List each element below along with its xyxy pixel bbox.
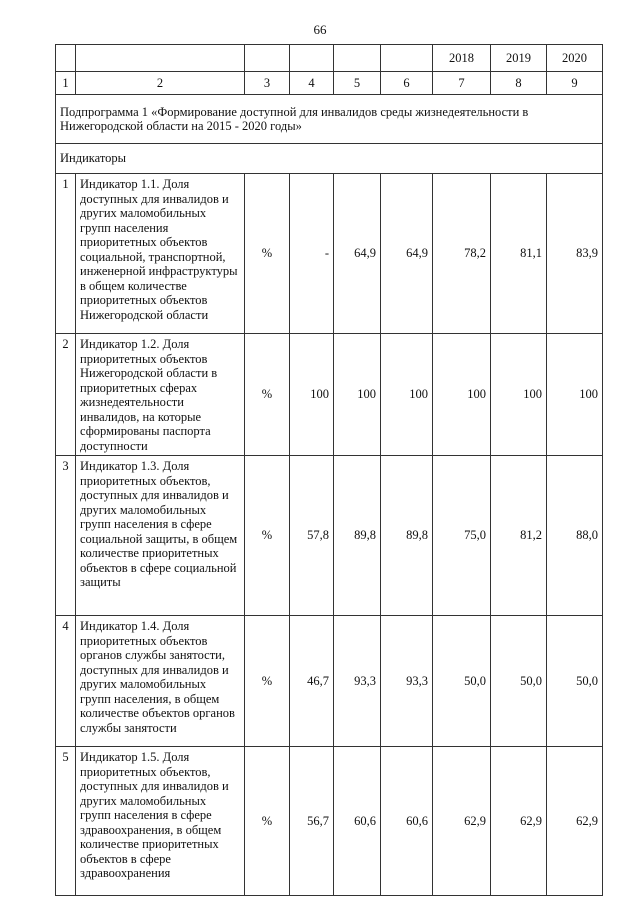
value-cell: 81,1 — [491, 174, 547, 334]
value-cell: 62,9 — [433, 747, 491, 896]
value-cell: 81,2 — [491, 456, 547, 616]
value-cell: 50,0 — [547, 616, 603, 747]
indicators-table — [55, 44, 603, 896]
value-cell: 88,0 — [547, 456, 603, 616]
subprogram-row — [56, 95, 603, 144]
value-cell: 78,2 — [433, 174, 491, 334]
unit-cell: % — [245, 174, 290, 334]
unit-cell: % — [245, 334, 290, 456]
unit-cell: % — [245, 456, 290, 616]
value-cell: 50,0 — [491, 616, 547, 747]
header-cell — [290, 45, 334, 72]
column-index: 1 — [56, 72, 76, 95]
value-cell: 62,9 — [491, 747, 547, 896]
value-cell: 56,7 — [290, 747, 334, 896]
column-index: 3 — [245, 72, 290, 95]
table-row — [56, 747, 603, 896]
table-row — [56, 334, 603, 456]
column-index: 9 — [547, 72, 603, 95]
value-cell: 60,6 — [381, 747, 433, 896]
indicator-name: Индикатор 1.1. Доля доступных для инвалидов и других маломобильных групп населения приоритетных объектов социальной, транспортной, инженерной инфраструктуры в общем количестве приоритетных объектов Нижегородской области — [76, 174, 245, 334]
indicator-name: Индикатор 1.2. Доля приоритетных объектов Нижегородской области в приоритетных сферах жизнедеятельности инвалидов, на которые сформированы паспорта доступности — [76, 334, 245, 456]
header-cell — [245, 45, 290, 72]
row-number: 5 — [56, 747, 76, 896]
year-2018-header: 2018 — [433, 45, 491, 72]
row-number: 4 — [56, 616, 76, 747]
value-cell: - — [290, 174, 334, 334]
header-cell — [381, 45, 433, 72]
column-index-row — [56, 72, 603, 95]
value-cell: 89,8 — [334, 456, 381, 616]
value-cell: 100 — [290, 334, 334, 456]
row-number: 1 — [56, 174, 76, 334]
value-cell: 50,0 — [433, 616, 491, 747]
header-cell — [76, 45, 245, 72]
column-index: 6 — [381, 72, 433, 95]
table-row — [56, 616, 603, 747]
value-cell: 83,9 — [547, 174, 603, 334]
value-cell: 100 — [491, 334, 547, 456]
column-index: 7 — [433, 72, 491, 95]
value-cell: 100 — [381, 334, 433, 456]
row-number: 2 — [56, 334, 76, 456]
header-cell — [56, 45, 76, 72]
value-cell: 64,9 — [334, 174, 381, 334]
unit-cell: % — [245, 747, 290, 896]
value-cell: 93,3 — [334, 616, 381, 747]
value-cell: 57,8 — [290, 456, 334, 616]
value-cell: 100 — [547, 334, 603, 456]
indicator-name: Индикатор 1.4. Доля приоритетных объектов органов службы занятости, доступных для инвалидов и других маломобильных групп населения, в общем количестве объектов органов службы занятости — [76, 616, 245, 747]
year-header-row — [56, 45, 603, 72]
indicator-name: Индикатор 1.5. Доля приоритетных объектов, доступных для инвалидов и других маломобильных групп населения в сфере здравоохранения, в общем количестве приоритетных объектов в сфере здравоохранения — [76, 747, 245, 896]
value-cell: 60,6 — [334, 747, 381, 896]
column-index: 2 — [76, 72, 245, 95]
value-cell: 100 — [433, 334, 491, 456]
subprogram-title: Подпрограмма 1 «Формирование доступной для инвалидов среды жизнедеятельности в Нижегородской области на 2015 - 2020 годы» — [56, 95, 603, 144]
value-cell: 64,9 — [381, 174, 433, 334]
section-label: Индикаторы — [56, 144, 603, 174]
value-cell: 62,9 — [547, 747, 603, 896]
value-cell: 100 — [334, 334, 381, 456]
year-2019-header: 2019 — [491, 45, 547, 72]
table-row — [56, 174, 603, 334]
row-number: 3 — [56, 456, 76, 616]
page-number: 66 — [313, 22, 327, 37]
value-cell: 89,8 — [381, 456, 433, 616]
value-cell: 75,0 — [433, 456, 491, 616]
header-cell — [334, 45, 381, 72]
indicator-name: Индикатор 1.3. Доля приоритетных объектов, доступных для инвалидов и других маломобильных групп населения в сфере социальной защиты, в общем количестве приоритетных объектов в сфере социальной защиты — [76, 456, 245, 616]
column-index: 5 — [334, 72, 381, 95]
unit-cell: % — [245, 616, 290, 747]
column-index: 8 — [491, 72, 547, 95]
value-cell: 46,7 — [290, 616, 334, 747]
section-row — [56, 144, 603, 174]
value-cell: 93,3 — [381, 616, 433, 747]
table-row — [56, 456, 603, 616]
year-2020-header: 2020 — [547, 45, 603, 72]
column-index: 4 — [290, 72, 334, 95]
